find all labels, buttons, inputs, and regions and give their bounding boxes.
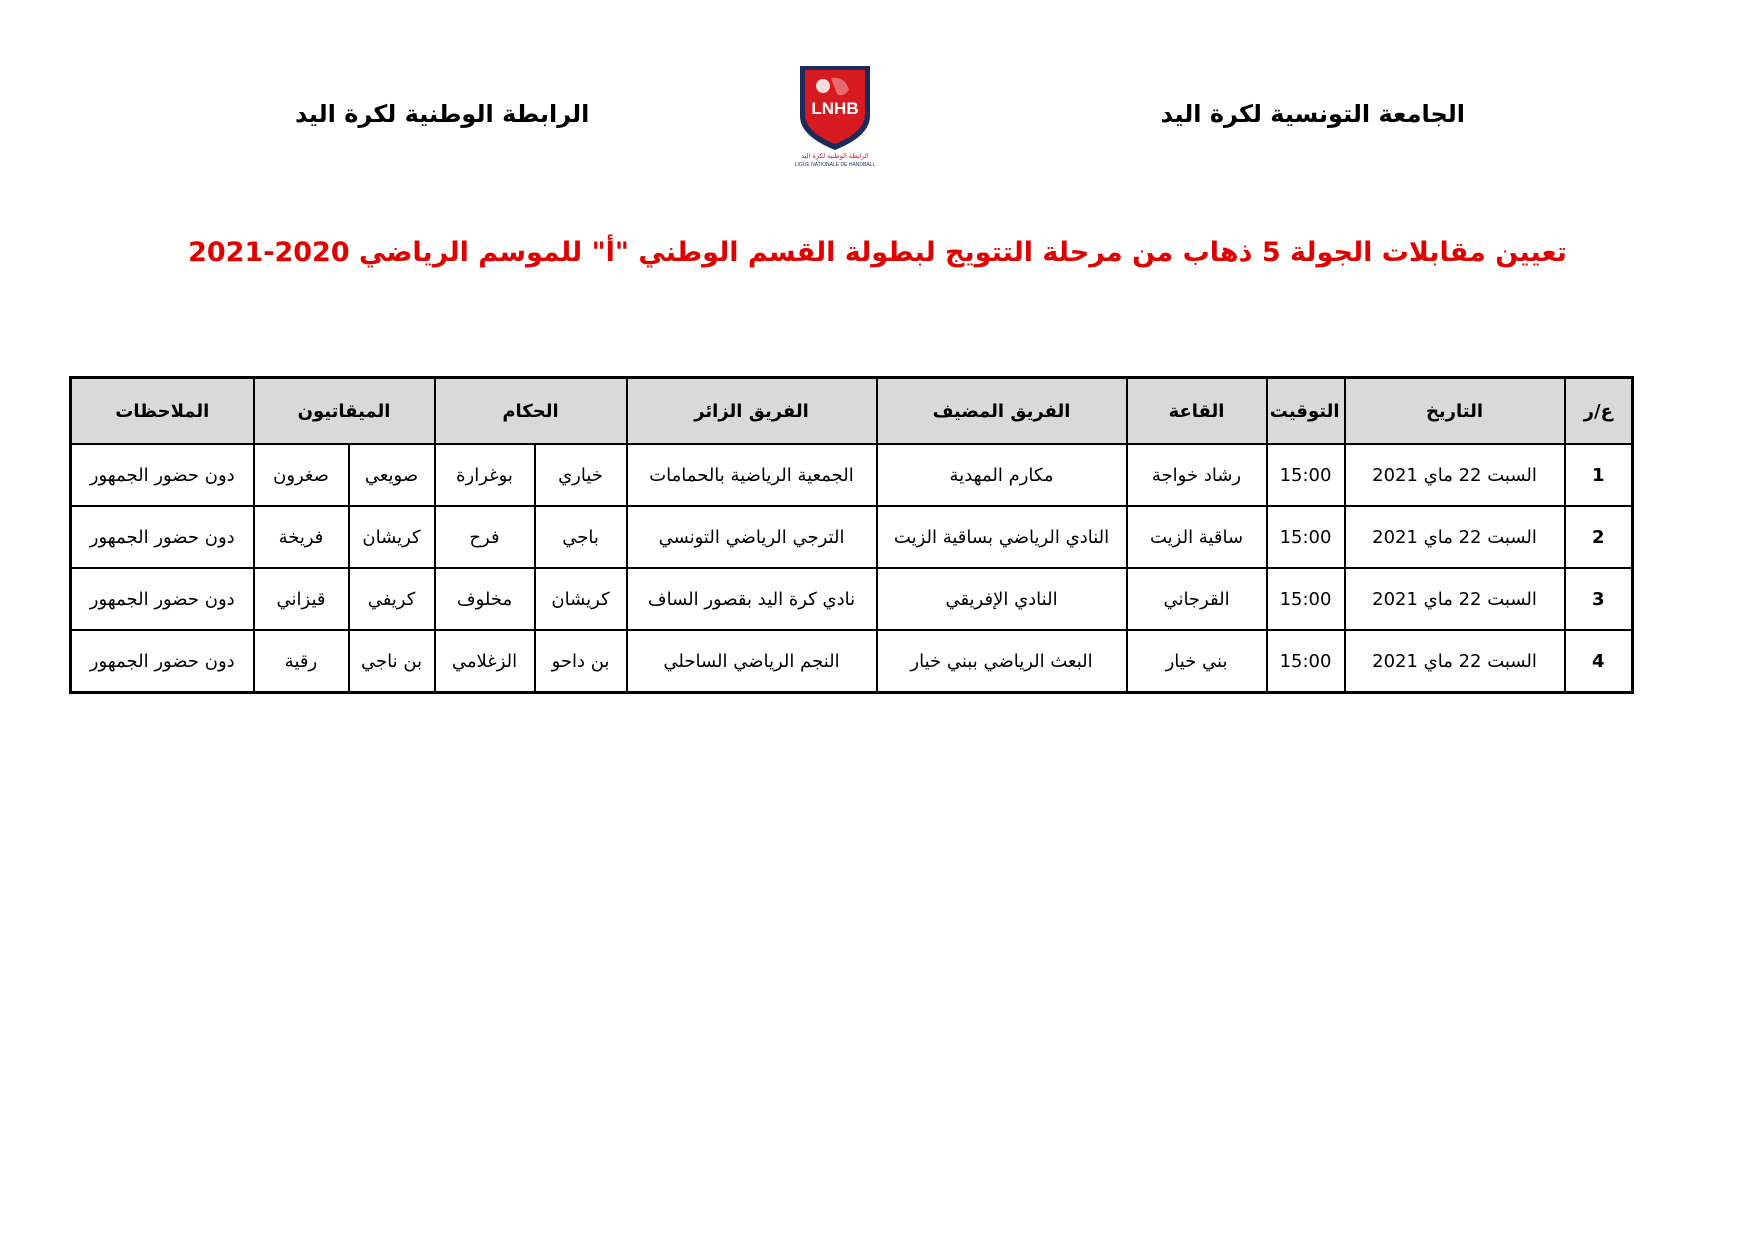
cell-hall: رشاد خواجة: [1127, 444, 1267, 506]
cell-referee-1: بن داحو: [535, 630, 627, 693]
cell-timekeeper-1: كريشان: [349, 506, 435, 568]
cell-num: 2: [1565, 506, 1633, 568]
cell-time: 15:00: [1267, 444, 1345, 506]
header-referees: الحكام: [435, 378, 627, 445]
cell-home-team: البعث الرياضي ببني خيار: [877, 630, 1127, 693]
header-time: التوقيت: [1267, 378, 1345, 445]
logo-subtitle-fr: LIGUE NATIONALE DE HANDBALL: [794, 162, 876, 168]
cell-home-team: مكارم المهدية: [877, 444, 1127, 506]
cell-timekeeper-2: صغرون: [254, 444, 349, 506]
table-row: [71, 506, 1633, 568]
table-row: [71, 568, 1633, 630]
cell-referee-1: خياري: [535, 444, 627, 506]
cell-time: 15:00: [1267, 506, 1345, 568]
cell-away-team: الجمعية الرياضية بالحمامات: [627, 444, 877, 506]
cell-away-team: النجم الرياضي الساحلي: [627, 630, 877, 693]
cell-notes: دون حضور الجمهور: [71, 444, 254, 506]
cell-date: السبت 22 ماي 2021: [1345, 506, 1565, 568]
cell-timekeeper-1: بن ناجي: [349, 630, 435, 693]
cell-away-team: نادي كرة اليد بقصور الساف: [627, 568, 877, 630]
cell-hall: بني خيار: [1127, 630, 1267, 693]
cell-referee-2: مخلوف: [435, 568, 535, 630]
cell-referee-2: فرح: [435, 506, 535, 568]
cell-num: 1: [1565, 444, 1633, 506]
lnhb-logo: [785, 58, 885, 168]
cell-referee-2: الزغلامي: [435, 630, 535, 693]
cell-date: السبت 22 ماي 2021: [1345, 630, 1565, 693]
header-hall: القاعة: [1127, 378, 1267, 445]
page-title: تعيين مقابلات الجولة 5 ذهاب من مرحلة التتويج لبطولة القسم الوطني "أ" للموسم الرياضي 2020-2021: [188, 237, 1567, 268]
cell-away-team: الترجي الرياضي التونسي: [627, 506, 877, 568]
cell-hall: القرجاني: [1127, 568, 1267, 630]
logo-text: LNHB: [811, 99, 859, 118]
cell-num: 3: [1565, 568, 1633, 630]
cell-home-team: النادي الرياضي بساقية الزيت: [877, 506, 1127, 568]
table-row: [71, 630, 1633, 693]
cell-date: السبت 22 ماي 2021: [1345, 444, 1565, 506]
cell-notes: دون حضور الجمهور: [71, 568, 254, 630]
cell-num: 4: [1565, 630, 1633, 693]
cell-referee-2: بوغرارة: [435, 444, 535, 506]
cell-date: السبت 22 ماي 2021: [1345, 568, 1565, 630]
table-row: [71, 444, 1633, 506]
cell-timekeeper-1: صويعي: [349, 444, 435, 506]
header-notes: الملاحظات: [71, 378, 254, 445]
header-home-team: الفريق المضيف: [877, 378, 1127, 445]
cell-hall: ساقية الزيت: [1127, 506, 1267, 568]
cell-timekeeper-2: رقية: [254, 630, 349, 693]
cell-timekeeper-2: قيزاني: [254, 568, 349, 630]
cell-home-team: النادي الإفريقي: [877, 568, 1127, 630]
table-header-row: [71, 378, 1633, 445]
header-away-team: الفريق الزائر: [627, 378, 877, 445]
header-timekeepers: الميقاتيون: [254, 378, 435, 445]
cell-time: 15:00: [1267, 568, 1345, 630]
cell-time: 15:00: [1267, 630, 1345, 693]
federation-name: الجامعة التونسية لكرة اليد: [1160, 100, 1465, 128]
cell-referee-1: كريشان: [535, 568, 627, 630]
cell-notes: دون حضور الجمهور: [71, 630, 254, 693]
cell-timekeeper-1: كريفي: [349, 568, 435, 630]
header-num: ع/ر: [1565, 378, 1633, 445]
header-date: التاريخ: [1345, 378, 1565, 445]
cell-referee-1: باجي: [535, 506, 627, 568]
cell-timekeeper-2: فريخة: [254, 506, 349, 568]
schedule-table: [69, 376, 1634, 694]
logo-subtitle-ar: الرابطة الوطنية لكرة اليد: [801, 152, 869, 160]
cell-notes: دون حضور الجمهور: [71, 506, 254, 568]
league-name: الرابطة الوطنية لكرة اليد: [295, 100, 590, 128]
